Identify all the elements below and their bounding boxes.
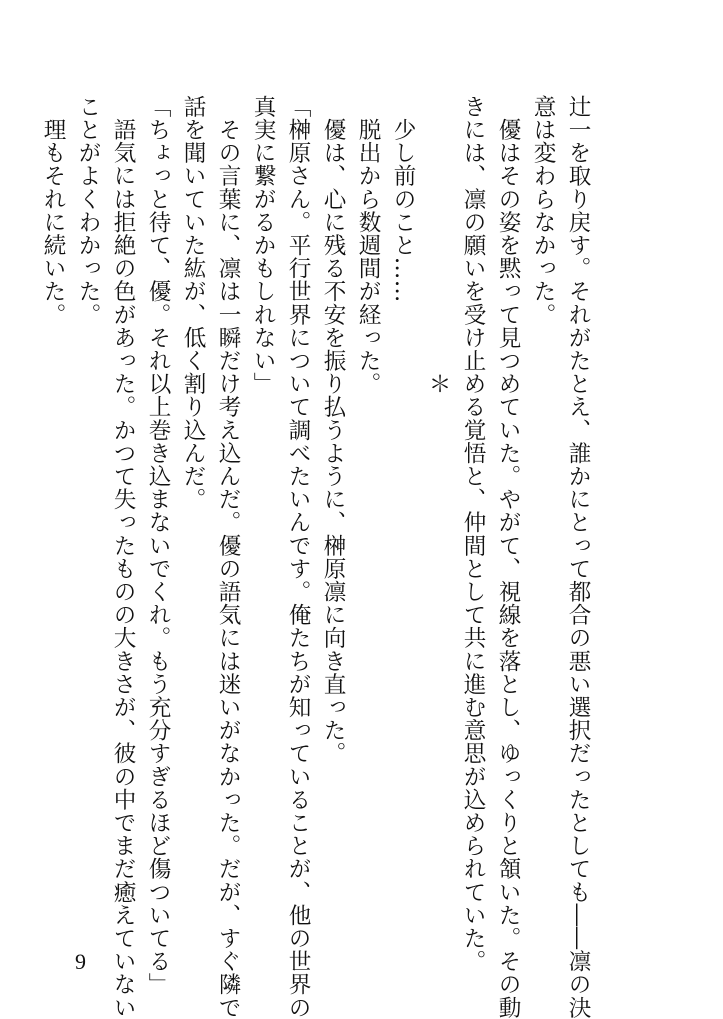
text-line: 辻一を取り戻す。それがたとえ、誰かにとって都合の悪い選択だったとしても――凛の決 xyxy=(565,95,591,1019)
text-line: 脱出から数週間が経った。 xyxy=(355,95,381,396)
text-line: きには、凛の願いを受け止める覚悟と、仲間として共に進む意思が込められていた。 xyxy=(460,95,486,973)
text-line: 理もそれに続いた。 xyxy=(40,95,66,326)
text-line: 真実に繋がるかもしれない」 xyxy=(250,95,276,396)
text-line: ことがよくわかった。 xyxy=(75,95,101,326)
text-line: 意は変わらなかった。 xyxy=(530,95,556,326)
vertical-text-body xyxy=(40,95,595,1019)
text-line: 話を聞いていた紘が、低く割り込んだ。 xyxy=(180,95,206,511)
text-line: 少し前のこと…… xyxy=(390,95,416,303)
page-number: 9 xyxy=(75,949,86,974)
text-line: 優は、心に残る不安を振り払うように、榊原凛に向き直った。 xyxy=(320,95,346,765)
section-break-asterisk: ＊ xyxy=(425,95,451,396)
text-line: 語気には拒絶の色があった。かつて失ったものの大きさが、彼の中でまだ癒えていない xyxy=(110,95,136,1019)
text-line: 「ちょっと待て、優。それ以上巻き込まないでくれ。もう充分すぎるほど傷ついてる」 xyxy=(145,95,171,996)
text-line: その言葉に、凛は一瞬だけ考え込んだ。優の語気には迷いがなかった。だが、すぐ隣で xyxy=(215,95,241,1019)
text-line: 「榊原さん。平行世界について調べたいんです。俺たちが知っていることが、他の世界の xyxy=(285,95,311,1019)
text-line: 優はその姿を黙って見つめていた。やがて、視線を落とし、ゆっくりと頷いた。その動 xyxy=(495,95,521,1019)
